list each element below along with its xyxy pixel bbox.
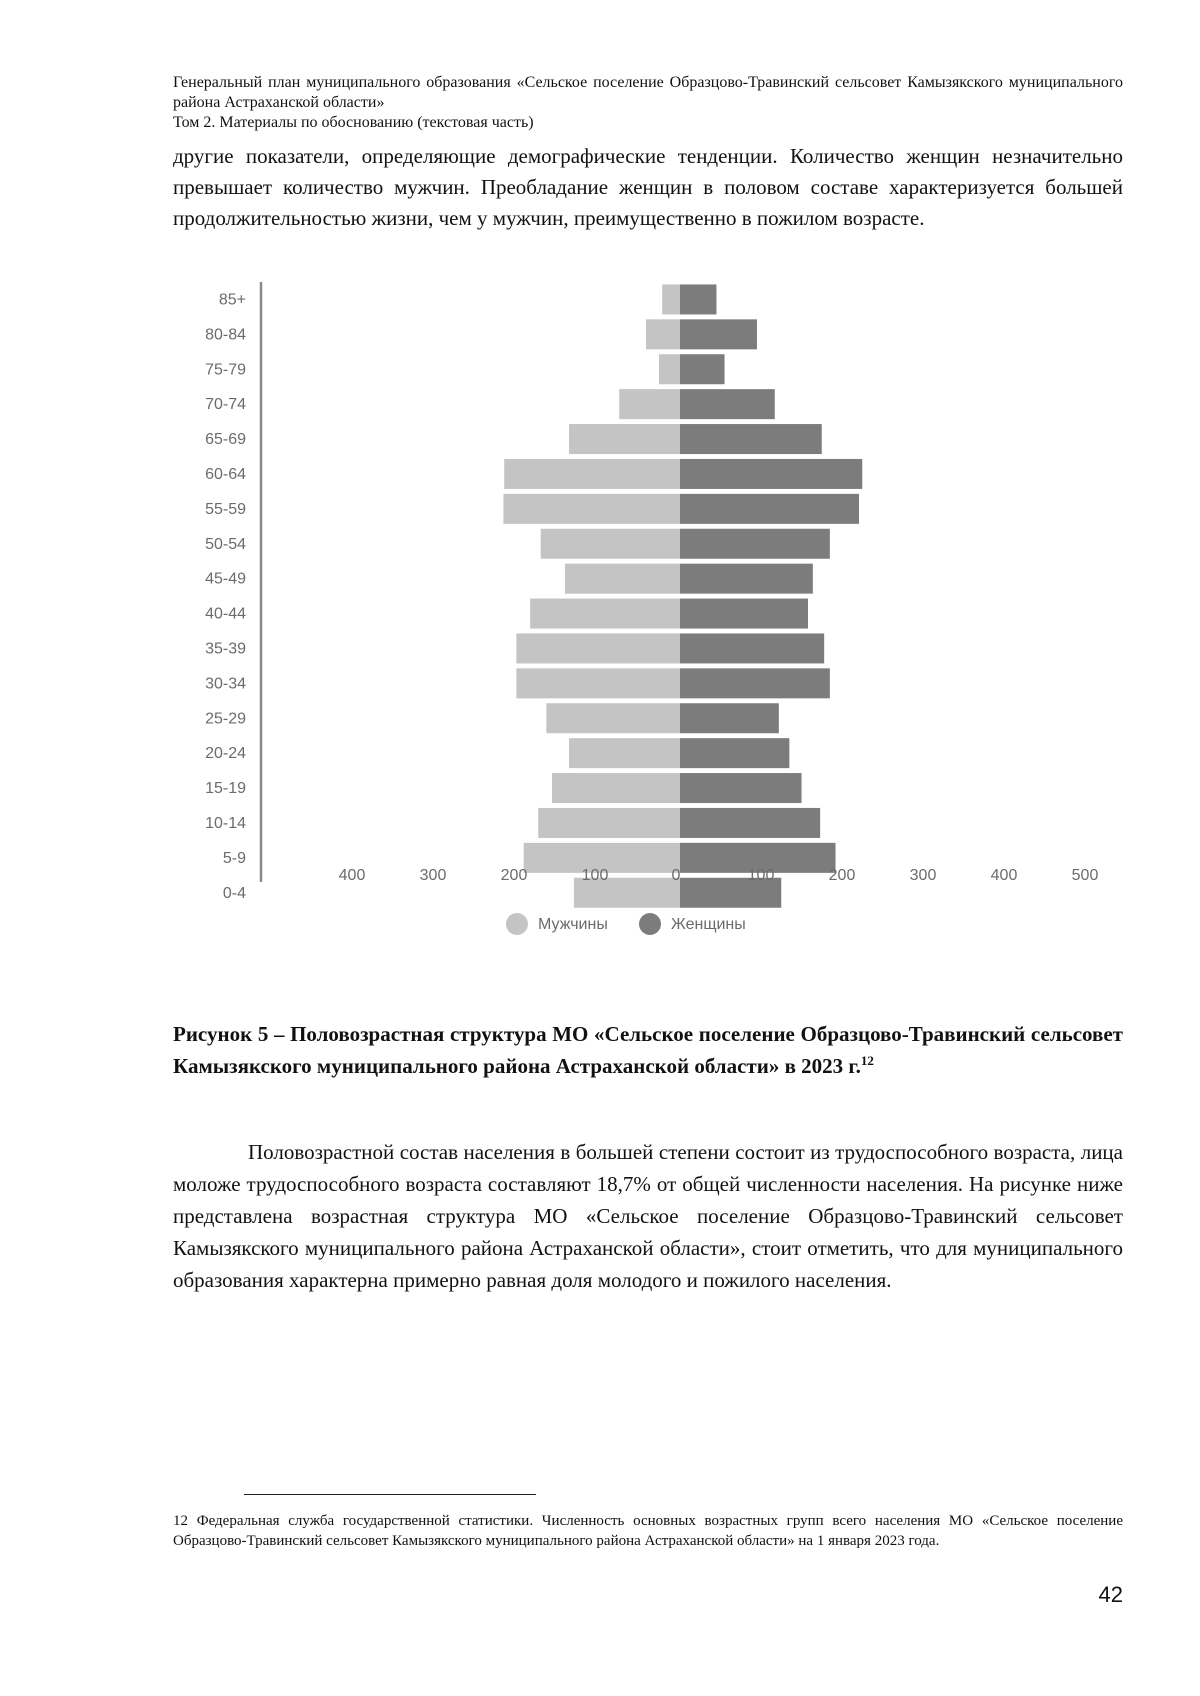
population-pyramid-chart <box>170 282 1110 933</box>
x-tick-label: 0 <box>671 867 681 884</box>
bar-women <box>680 494 859 524</box>
header-title: Генеральный план муниципального образования «Сельское поселение Образцово-Травинский сельсовет Камызякского муниципального района Астраханской области» <box>173 74 1123 111</box>
bar-women <box>680 284 716 314</box>
bar-men <box>541 529 680 559</box>
bar-women <box>680 459 862 489</box>
bar-men <box>565 564 680 594</box>
y-tick-label: 35-39 <box>205 640 246 658</box>
bar-men <box>662 284 680 314</box>
y-tick-label: 60-64 <box>205 465 246 483</box>
x-tick-label: 300 <box>909 867 937 884</box>
legend-swatch-men <box>506 913 528 935</box>
x-tick-label: 100 <box>581 867 609 884</box>
y-tick-label: 65-69 <box>205 431 246 449</box>
x-tick-label: 400 <box>990 867 1018 884</box>
bar-men <box>619 389 680 419</box>
bar-men <box>538 808 680 838</box>
footnote: 12 Федеральная служба государственной статистики. Численность основных возрастных групп всего населения МО «Сельское поселение Образцово-Травинский сельсовет Камызякского муниципального района Астраханской области» на 1 января 2023 года. <box>173 1513 1123 1549</box>
bar-men <box>530 599 680 629</box>
bar-women <box>680 389 775 419</box>
bar-women <box>680 773 802 803</box>
y-tick-label: 55-59 <box>205 500 246 518</box>
bar-women <box>680 319 757 349</box>
bar-women <box>680 599 808 629</box>
bar-men <box>569 738 680 768</box>
x-tick-label: 200 <box>828 867 856 884</box>
bar-women <box>680 633 824 663</box>
bar-women <box>680 668 830 698</box>
bar-women <box>680 564 813 594</box>
legend-label-men: Мужчины <box>538 916 608 933</box>
bar-women <box>680 808 820 838</box>
bar-women <box>680 529 830 559</box>
pyramid-svg <box>170 282 1110 933</box>
y-tick-label: 0-4 <box>222 884 246 902</box>
bar-men <box>546 703 680 733</box>
page-number: 42 <box>1098 1582 1123 1607</box>
y-tick-label: 75-79 <box>205 361 246 379</box>
bar-men <box>659 354 680 384</box>
legend-swatch-women <box>639 913 661 935</box>
bar-women <box>680 354 725 384</box>
body-paragraph: Половозрастной состав населения в большей степени состоит из трудоспособного возраста, лица моложе трудоспособного возраста составляют 18,7% от общей численности населения. На рисунке ниже представлена возрастная структура МО «Сельское поселение Образцово-Травинский сельсовет Камызякского муниципального района Астраханской области», стоит отметить, что для муниципального образования характерна примерно равная доля молодого и пожилого населения. <box>173 1140 1123 1292</box>
y-tick-label: 80-84 <box>205 326 246 344</box>
y-tick-label: 20-24 <box>205 745 246 763</box>
bar-women <box>680 424 822 454</box>
bar-men <box>516 633 680 663</box>
y-tick-label: 40-44 <box>205 605 246 623</box>
header-volume: Том 2. Материалы по обоснованию (текстовая часть) <box>173 114 534 131</box>
y-tick-label: 15-19 <box>205 780 246 798</box>
x-tick-label: 500 <box>1071 867 1099 884</box>
y-tick-label: 70-74 <box>205 396 246 414</box>
bar-men <box>504 459 680 489</box>
bar-men <box>646 319 680 349</box>
intro-paragraph: другие показатели, определяющие демографические тенденции. Количество женщин незначительно превышает количество мужчин. Преобладание женщин в половом составе характеризуется большей продолжительностью жизни, чем у мужчин, преимущественно в пожилом возрасте. <box>173 144 1123 230</box>
y-tick-label: 25-29 <box>205 710 246 728</box>
bar-men <box>569 424 680 454</box>
bar-men <box>552 773 680 803</box>
bar-women <box>680 738 789 768</box>
x-tick-label: 100 <box>747 867 775 884</box>
running-header <box>173 73 1123 133</box>
bar-men <box>516 668 680 698</box>
x-tick-label: 300 <box>419 867 447 884</box>
x-tick-label: 400 <box>338 867 366 884</box>
y-tick-label: 50-54 <box>205 535 246 553</box>
figure-caption <box>173 1018 1123 1082</box>
bar-men <box>503 494 680 524</box>
footnote-separator <box>244 1494 536 1495</box>
y-tick-label: 85+ <box>218 291 246 309</box>
y-tick-label: 10-14 <box>205 814 246 832</box>
legend-label-women: Женщины <box>671 916 746 933</box>
x-tick-label: 200 <box>500 867 528 884</box>
y-tick-label: 5-9 <box>222 849 246 867</box>
figure-caption-text: Рисунок 5 – Половозрастная структура МО «Сельское поселение Образцово-Травинский сельсовет Камызякского муниципального района Астраханской области» в 2023 г. <box>173 1022 1123 1078</box>
footnote-ref: 12 <box>860 1053 874 1068</box>
y-tick-label: 30-34 <box>205 675 246 693</box>
y-tick-label: 45-49 <box>205 570 246 588</box>
bar-women <box>680 703 779 733</box>
